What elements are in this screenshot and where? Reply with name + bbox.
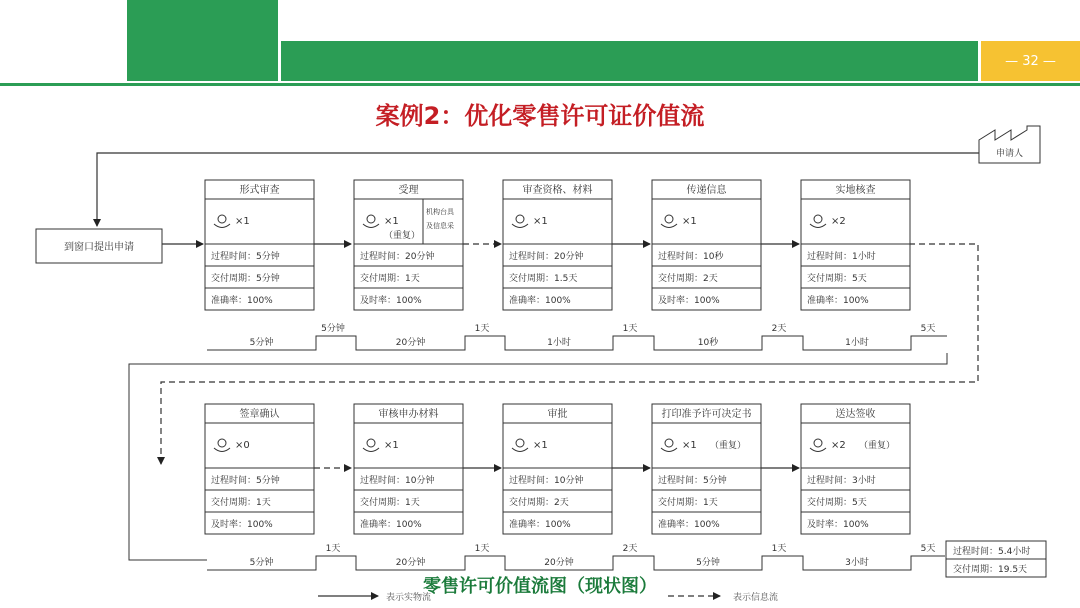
process-metric: 交付周期：5分钟 <box>211 274 280 284</box>
process-metric: 过程时间：20分钟 <box>360 252 435 262</box>
operator-count: ×2 <box>831 216 846 227</box>
timeline-wait-time: 5分钟 <box>321 324 345 334</box>
timeline-process-time: 20分钟 <box>544 558 574 568</box>
process-metric: 及时率：100% <box>211 520 273 530</box>
process-metric: 准确率：100% <box>658 520 720 530</box>
operator-count: ×2 <box>831 440 846 451</box>
timeline-line <box>207 336 947 350</box>
process-metric: 准确率：100% <box>509 296 571 306</box>
operator-count: ×1 <box>533 440 548 451</box>
process-title: 实地核查 <box>835 185 876 196</box>
process-metric: 及时率：100% <box>658 296 720 306</box>
timeline-process-time: 3小时 <box>845 558 869 568</box>
timeline-wait-time: 1天 <box>325 544 341 554</box>
timeline-process-time: 1小时 <box>547 338 571 348</box>
repeat-note: （重复） <box>859 441 896 451</box>
process-metric: 准确率：100% <box>360 520 422 530</box>
timeline-wait-time: 1天 <box>771 544 787 554</box>
row2-process-box <box>503 404 612 534</box>
process-metric: 交付周期：5天 <box>807 274 867 284</box>
process-title: 形式审查 <box>239 185 280 196</box>
timeline-process-time: 10秒 <box>697 338 719 348</box>
process-metric: 过程时间：5分钟 <box>658 476 727 486</box>
process-metric: 过程时间：5分钟 <box>211 252 280 262</box>
operator-count: ×1 <box>384 440 399 451</box>
process-metric: 及时率：100% <box>807 520 869 530</box>
process-metric: 交付周期：1天 <box>658 498 718 508</box>
process-metric: 交付周期：1天 <box>360 274 420 284</box>
timeline-wait-time: 5天 <box>920 324 936 334</box>
process-metric: 过程时间：10秒 <box>658 252 724 262</box>
start-label: 到窗口提出申请 <box>64 242 134 253</box>
repeat-note: （重复） <box>384 231 421 241</box>
row1-process-box <box>354 180 463 310</box>
operator-count: ×0 <box>235 440 250 451</box>
process-row-1 <box>205 180 910 310</box>
process-title: 送达签收 <box>835 409 876 420</box>
timeline-process-time: 5分钟 <box>249 558 274 568</box>
operator-count: ×1 <box>235 216 250 227</box>
process-metric: 准确率：100% <box>509 520 571 530</box>
process-metric: 过程时间：5分钟 <box>211 476 280 486</box>
process-metric: 交付周期：1天 <box>360 498 420 508</box>
process-metric: 交付周期：1天 <box>211 498 271 508</box>
process-metric: 过程时间：1小时 <box>807 252 876 262</box>
timeline-line <box>207 556 945 570</box>
timeline-process-time: 20分钟 <box>395 338 426 348</box>
row2-process-box <box>205 404 314 534</box>
row2-process-box <box>801 404 910 534</box>
process-title: 传递信息 <box>686 185 727 196</box>
process-title: 审批 <box>547 409 568 420</box>
timeline-process-time: 5分钟 <box>249 338 274 348</box>
operator-count: ×1 <box>682 440 697 451</box>
timeline-row-2 <box>207 543 945 570</box>
timeline-wait-time: 5天 <box>920 544 936 554</box>
legend-info-label: 表示信息流 <box>733 593 779 603</box>
timeline-wait-time: 2天 <box>622 544 638 554</box>
timeline-wait-time: 1天 <box>622 324 638 334</box>
process-metric: 过程时间：10分钟 <box>509 476 584 486</box>
operator-count: ×1 <box>384 216 399 227</box>
row1-process-box <box>503 180 612 310</box>
timeline-process-time: 20分钟 <box>395 558 426 568</box>
process-metric: 过程时间：3小时 <box>807 476 876 486</box>
row1-process-box <box>205 180 314 310</box>
timeline-row-1 <box>207 322 947 350</box>
customer-label: 申请人 <box>996 149 1024 159</box>
slide-title: 案例2：优化零售许可证价值流 <box>375 102 705 130</box>
process-title: 审核申办材料 <box>378 409 439 420</box>
process-metric: 交付周期：1.5天 <box>509 274 578 284</box>
process-metric: 准确率：100% <box>211 296 273 306</box>
timeline-wait-time: 1天 <box>474 324 490 334</box>
process-metric: 过程时间：10分钟 <box>360 476 435 486</box>
row2-process-box <box>354 404 463 534</box>
process-metric: 交付周期：2天 <box>509 498 569 508</box>
side-note: 机构台具 <box>426 208 454 216</box>
legend-material-label: 表示实物流 <box>386 593 432 603</box>
process-title: 审查资格、材料 <box>522 185 593 196</box>
process-title: 受理 <box>398 185 419 196</box>
process-metric: 交付周期：2天 <box>658 274 718 284</box>
side-note: 及信息采 <box>426 222 454 230</box>
process-metric: 交付周期：5天 <box>807 498 867 508</box>
row1-process-box <box>801 180 910 310</box>
timeline-process-time: 1小时 <box>845 338 869 348</box>
timeline-wait-time: 1天 <box>474 544 490 554</box>
row2-process-box <box>652 404 761 534</box>
repeat-note: （重复） <box>710 441 747 451</box>
page-number: — 32 — <box>981 41 1080 81</box>
process-row-2 <box>205 404 910 534</box>
process-metric: 准确率：100% <box>807 296 869 306</box>
operator-count: ×1 <box>533 216 548 227</box>
process-title: 签章确认 <box>239 409 280 420</box>
summary-lead-time: 交付周期：19.5天 <box>953 565 1028 575</box>
process-title: 打印准予许可决定书 <box>661 409 752 420</box>
diagram-caption: 零售许可价值流图（现状图） <box>423 576 657 597</box>
process-metric: 过程时间：20分钟 <box>509 252 584 262</box>
summary-process-time: 过程时间：5.4小时 <box>953 547 1031 557</box>
timeline-wait-time: 2天 <box>771 324 787 334</box>
process-metric: 及时率：100% <box>360 296 422 306</box>
operator-count: ×1 <box>682 216 697 227</box>
timeline-process-time: 5分钟 <box>696 558 720 568</box>
row1-process-box <box>652 180 761 310</box>
